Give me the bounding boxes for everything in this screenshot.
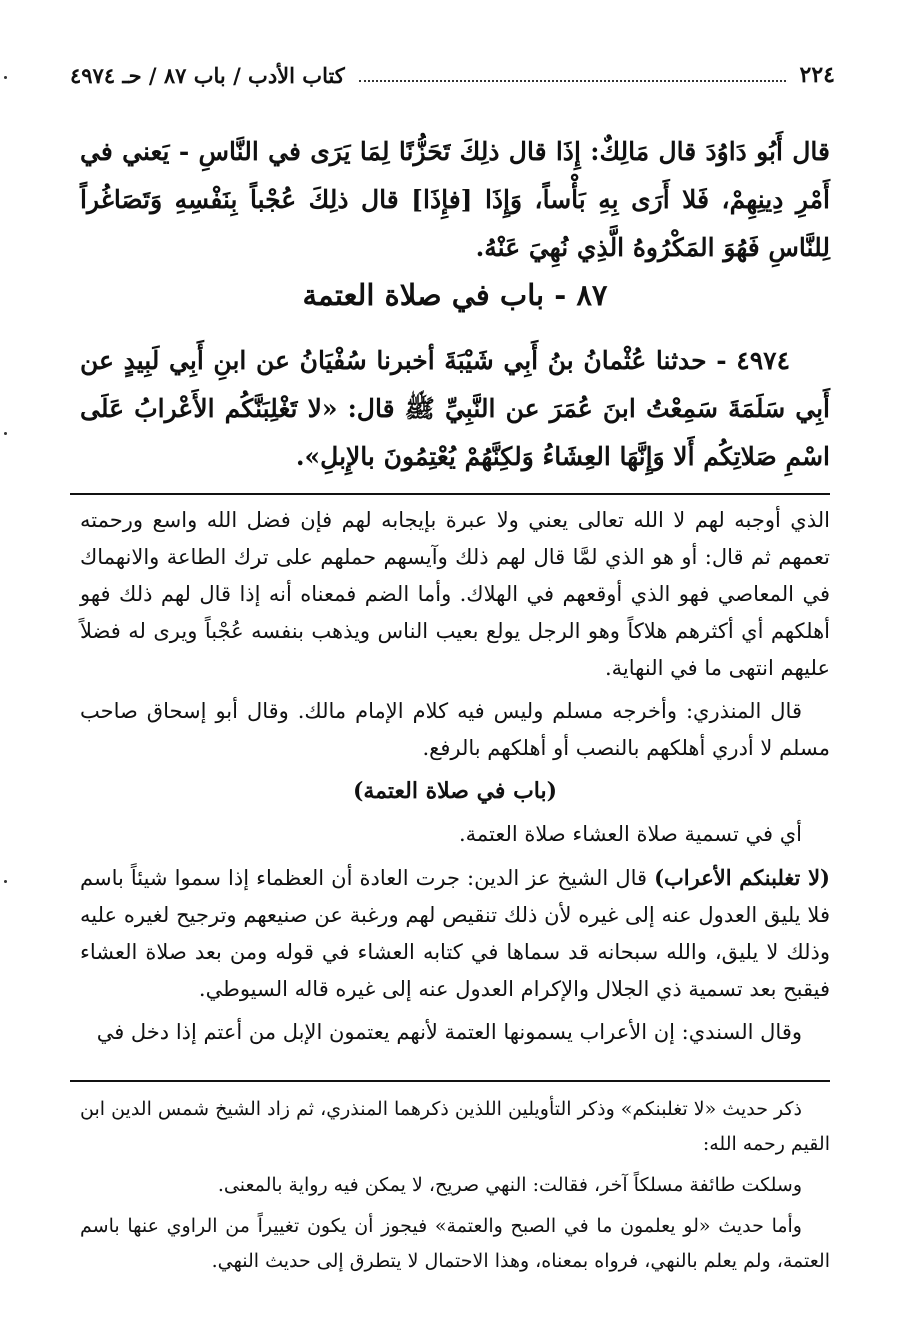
margin-mark	[4, 76, 7, 79]
running-header	[70, 62, 835, 88]
footnote-paragraph-1: ذكر حديث «لا تغلبنكم» وذكر التأويلين اللذين ذكرهما المنذري، ثم زاد الشيخ شمس الدين ابن القيم رحمه الله:	[80, 1098, 830, 1155]
footnote-paragraph-3: وأما حديث «لو يعلمون ما في الصبح والعتمة» فيجوز أن يكون تغييراً من الراوي عنها باسم العتمة، ولم يعلم بالنهي، فرواه بمعناه، وهذا الاحتمال لا يتطرق إلى حديث النهي.	[80, 1215, 830, 1272]
hadith-text: - حدثنا عُثْمانُ بنُ أَبِي شَيْبَةَ أخبرنا سُفْيَانُ عن ابنِ أَبِي لَبِيدٍ عن أَبِي سَلَمَةَ سَمِعْتُ ابنَ عُمَرَ عن النَّبِيِّ ﷺ قال: «لا تَغْلِبَنَّكُم الأَعْرابُ عَلَى اسْمِ صَلاتِكُم أَلا وَإِنَّهَا العِشَاءُ وَلكِنَّهُمْ يُعْتِمُونَ بالإِبلِ».	[80, 346, 830, 471]
commentary-paragraph-4	[80, 859, 830, 1008]
commentary-paragraph-2: قال المنذري: وأخرجه مسلم وليس فيه كلام الإمام مالك. وقال أبو إسحاق صاحب مسلم لا أدري أهلكهم بالنصب أو أهلكهم بالرفع.	[80, 699, 830, 760]
commentary-lemma: (لا تغلبنكم الأعراب)	[654, 865, 830, 890]
commentary-paragraph-5: وقال السندي: إن الأعراب يسمونها العتمة لأنهم يعتمون الإبل من أعتم إذا دخل في	[96, 1020, 802, 1044]
commentary	[80, 502, 830, 1057]
leader-dots	[359, 68, 786, 82]
footnote-paragraph-2: وسلكت طائفة مسلكاً آخر، فقالت: النهي صريح، لا يمكن فيه رواية بالمعنى.	[217, 1174, 802, 1196]
margin-mark	[4, 880, 7, 883]
main-text	[80, 128, 830, 272]
margin-mark	[4, 432, 7, 435]
commentary-bab-heading: (باب في صلاة العتمة)	[352, 778, 558, 804]
footnote	[80, 1092, 830, 1285]
page-number: ٢٢٤	[799, 62, 835, 88]
commentary-paragraph-4-text: قال الشيخ عز الدين: جرت العادة أن العظماء إذا سموا شيئاً باسم فلا يليق العدول عنه إلى غيره لأن ذلك تنقيص لهم ورغبة عن صنيعهم وترجيح لغيره عليه وذلك لا يليق، والله سبحانه قد سماها في كتابه العشاء في قوله ومن بعد صلاة العشاء فيقبح بعد تسمية ذي الجلال والإكرام العدول عنه إلى غيره قاله السيوطي.	[80, 866, 830, 1001]
footnote-separator-line	[70, 1080, 830, 1082]
commentary-paragraph-3: أي في تسمية صلاة العشاء صلاة العتمة.	[458, 822, 802, 846]
main-paragraph: قال أَبُو دَاوُدَ قال مَالِكٌ: إِذَا قال ذلِكَ تَحَزُّنًا لِمَا يَرَى في النَّاسِ - يَعني في أَمْرِ دِينِهِمْ، فَلا أَرَى بِهِ بَأْساً، وَإِذَا [فإِذَا] قال ذلِكَ عُجْباً بِنَفْسِهِ وَتَصَاغُراً لِلنَّاسِ فَهُوَ المَكْرُوهُ الَّذِي نُهِيَ عَنْهُ.	[80, 137, 830, 262]
hadith-paragraph	[80, 337, 830, 481]
hadith-block	[80, 337, 830, 481]
commentary-paragraph-1: الذي أوجبه لهم لا الله تعالى يعني ولا عبرة بإيجابه لهم فإن فضل الله واسع ورحمته تعمهم ثم قال: أو هو الذي لمَّا قال لهم ذلك وآيسهم حملهم على ترك الطاعة والانهماك في المعاصي فهو الذي أوقعهم في الهلاك. وأما الضم فمعناه أنه إذا قال لهم ذلك فهو أهلكهم أي أكثرهم هلاكاً وهو الرجل يولع بعيب الناس ويذهب بنفسه عُجْباً ويرى له فضلاً عليهم انتهى ما في النهاية.	[80, 508, 830, 680]
chapter-title: ٨٧ - باب في صلاة العتمة	[302, 278, 608, 312]
running-title: كتاب الأدب / باب ٨٧ / حـ ٤٩٧٤	[70, 62, 345, 88]
separator-line	[70, 493, 830, 495]
hadith-number: ٤٩٧٤	[736, 346, 790, 375]
